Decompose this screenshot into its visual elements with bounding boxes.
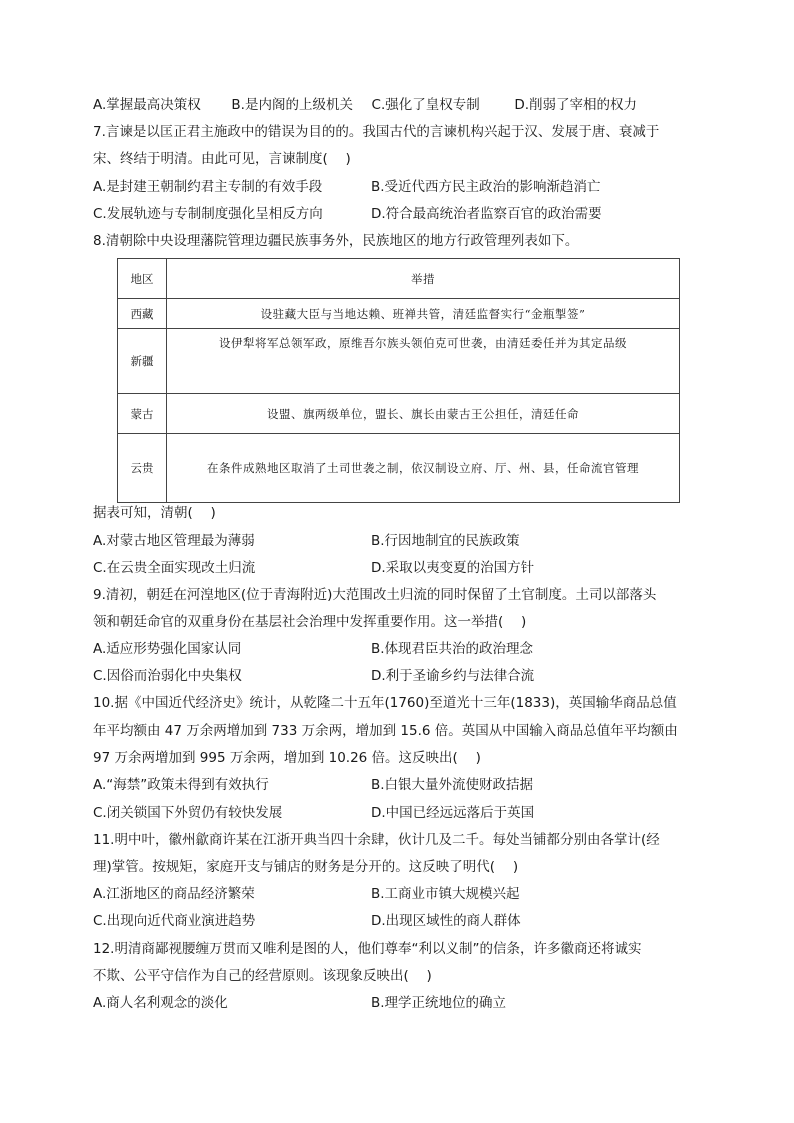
table-row <box>118 299 680 329</box>
table-cell-region: 新疆 <box>118 329 167 394</box>
q8-stem: 8.清朝除中央设理藩院管理边疆民族事务外，民族地区的地方行政管理列表如下。 <box>93 233 579 249</box>
table-cell-measure: 设驻藏大臣与当地达赖、班禅共管，清廷监督实行“金瓶掣签” <box>167 299 680 329</box>
q11-stem-line-1: 11.明中叶，徽州歙商许某在江浙开典当四十余肆，伙计几及二千。每处当铺都分别由各掌计(经 <box>93 832 660 848</box>
q8-after-table: 据表可知，清朝( ) <box>93 505 216 521</box>
q9-option-a: A.适应形势强化国家认同 <box>93 641 242 657</box>
q12-option-b: B.理学正统地位的确立 <box>371 995 507 1011</box>
q11-option-d: D.出现区域性的商人群体 <box>371 913 521 929</box>
q10-stem-line-2: 年平均额由 47 万余两增加到 733 万余两，增加到 15.6 倍。英国从中国输入商品总值年平均额由 <box>93 723 678 739</box>
q10-option-a: A.“海禁”政策未得到有效执行 <box>93 777 269 793</box>
q7-option-c: C.发展轨迹与专制制度强化呈相反方向 <box>93 206 323 222</box>
q11-stem-line-2: 理)掌管。按规矩，家庭开支与铺店的财务是分开的。这反映了明代( ) <box>93 859 519 875</box>
table-cell-region: 西藏 <box>118 299 167 329</box>
table-cell-measure: 设伊犁将军总领军政，原维吾尔族头领伯克可世袭，由清廷委任并为其定品级 <box>167 329 680 394</box>
q6-option-d: D.削弱了宰相的权力 <box>514 97 638 113</box>
q10-stem-line-1: 10.据《中国近代经济史》统计，从乾隆二十五年(1760)至道光十三年(1833)，英国输华商品总值 <box>93 695 677 711</box>
q8-option-c: C.在云贵全面实现改土归流 <box>93 560 256 576</box>
q9-option-d: D.利于圣谕乡约与法律合流 <box>371 668 535 684</box>
q7-option-a: A.是封建王朝制约君主专制的有效手段 <box>93 179 323 195</box>
q12-option-a: A.商人名利观念的淡化 <box>93 995 228 1011</box>
table-header-row <box>118 259 680 299</box>
q7-option-b: B.受近代西方民主政治的影响渐趋消亡 <box>371 179 601 195</box>
q8-option-a: A.对蒙古地区管理最为薄弱 <box>93 533 255 549</box>
table-cell-region: 云贵 <box>118 434 167 503</box>
q10-option-c: C.闭关锁国下外贸仍有较快发展 <box>93 805 283 821</box>
q7-stem-line-2: 宋、终结于明清。由此可见，言谏制度( ) <box>93 151 351 167</box>
q12-stem-line-1: 12.明清商鄙视腰缠万贯而又唯利是图的人，他们尊奉“利以义制”的信条，许多徽商还将诚实 <box>93 941 642 957</box>
q7-option-d: D.符合最高统治者监察百官的政治需要 <box>371 206 602 222</box>
table-cell-measure: 在条件成熟地区取消了土司世袭之制，依汉制设立府、厅、州、县，任命流官管理 <box>167 434 680 503</box>
q9-stem-line-1: 9.清初，朝廷在河湟地区(位于青海附近)大范围改土归流的同时保留了土官制度。土司以部落头 <box>93 587 657 603</box>
q11-option-b: B.工商业市镇大规模兴起 <box>371 886 520 902</box>
q8-option-b: B.行因地制宜的民族政策 <box>371 533 520 549</box>
q8-option-d: D.采取以夷变夏的治国方针 <box>371 560 535 576</box>
q12-stem-line-2: 不欺、公平守信作为自己的经营原则。该现象反映出( ) <box>93 968 432 984</box>
table-cell-region: 蒙古 <box>118 394 167 434</box>
q6-options-row <box>93 95 637 115</box>
table-row <box>118 434 680 503</box>
table-row <box>118 329 680 394</box>
q10-option-d: D.中国已经远远落后于英国 <box>371 805 535 821</box>
q7-stem-line-1: 7.言谏是以匡正君主施政中的错误为目的的。我国古代的言谏机构兴起于汉、发展于唐、衰减于 <box>93 124 660 140</box>
q6-option-a: A.掌握最高决策权 <box>93 97 201 113</box>
q9-stem-line-2: 领和朝廷命官的双重身份在基层社会治理中发挥重要作用。这一举措( ) <box>93 614 527 630</box>
q8-table <box>117 258 680 503</box>
q11-option-c: C.出现向近代商业演进趋势 <box>93 913 256 929</box>
q10-option-b: B.白银大量外流使财政拮据 <box>371 777 534 793</box>
q10-stem-line-3: 97 万余两增加到 995 万余两，增加到 10.26 倍。这反映出( ) <box>93 750 481 766</box>
q9-option-c: C.因俗而治弱化中央集权 <box>93 668 242 684</box>
table-cell-measure: 设盟、旗两级单位，盟长、旗长由蒙古王公担任，清廷任命 <box>167 394 680 434</box>
table-header-region: 地区 <box>118 259 167 299</box>
table-header-measure: 举措 <box>167 259 680 299</box>
q6-option-b: B.是内阁的上级机关 <box>231 97 353 113</box>
q6-option-c: C.强化了皇权专制 <box>371 97 480 113</box>
q11-option-a: A.江浙地区的商品经济繁荣 <box>93 886 255 902</box>
q9-option-b: B.体现君臣共治的政治理念 <box>371 641 534 657</box>
table-row <box>118 394 680 434</box>
